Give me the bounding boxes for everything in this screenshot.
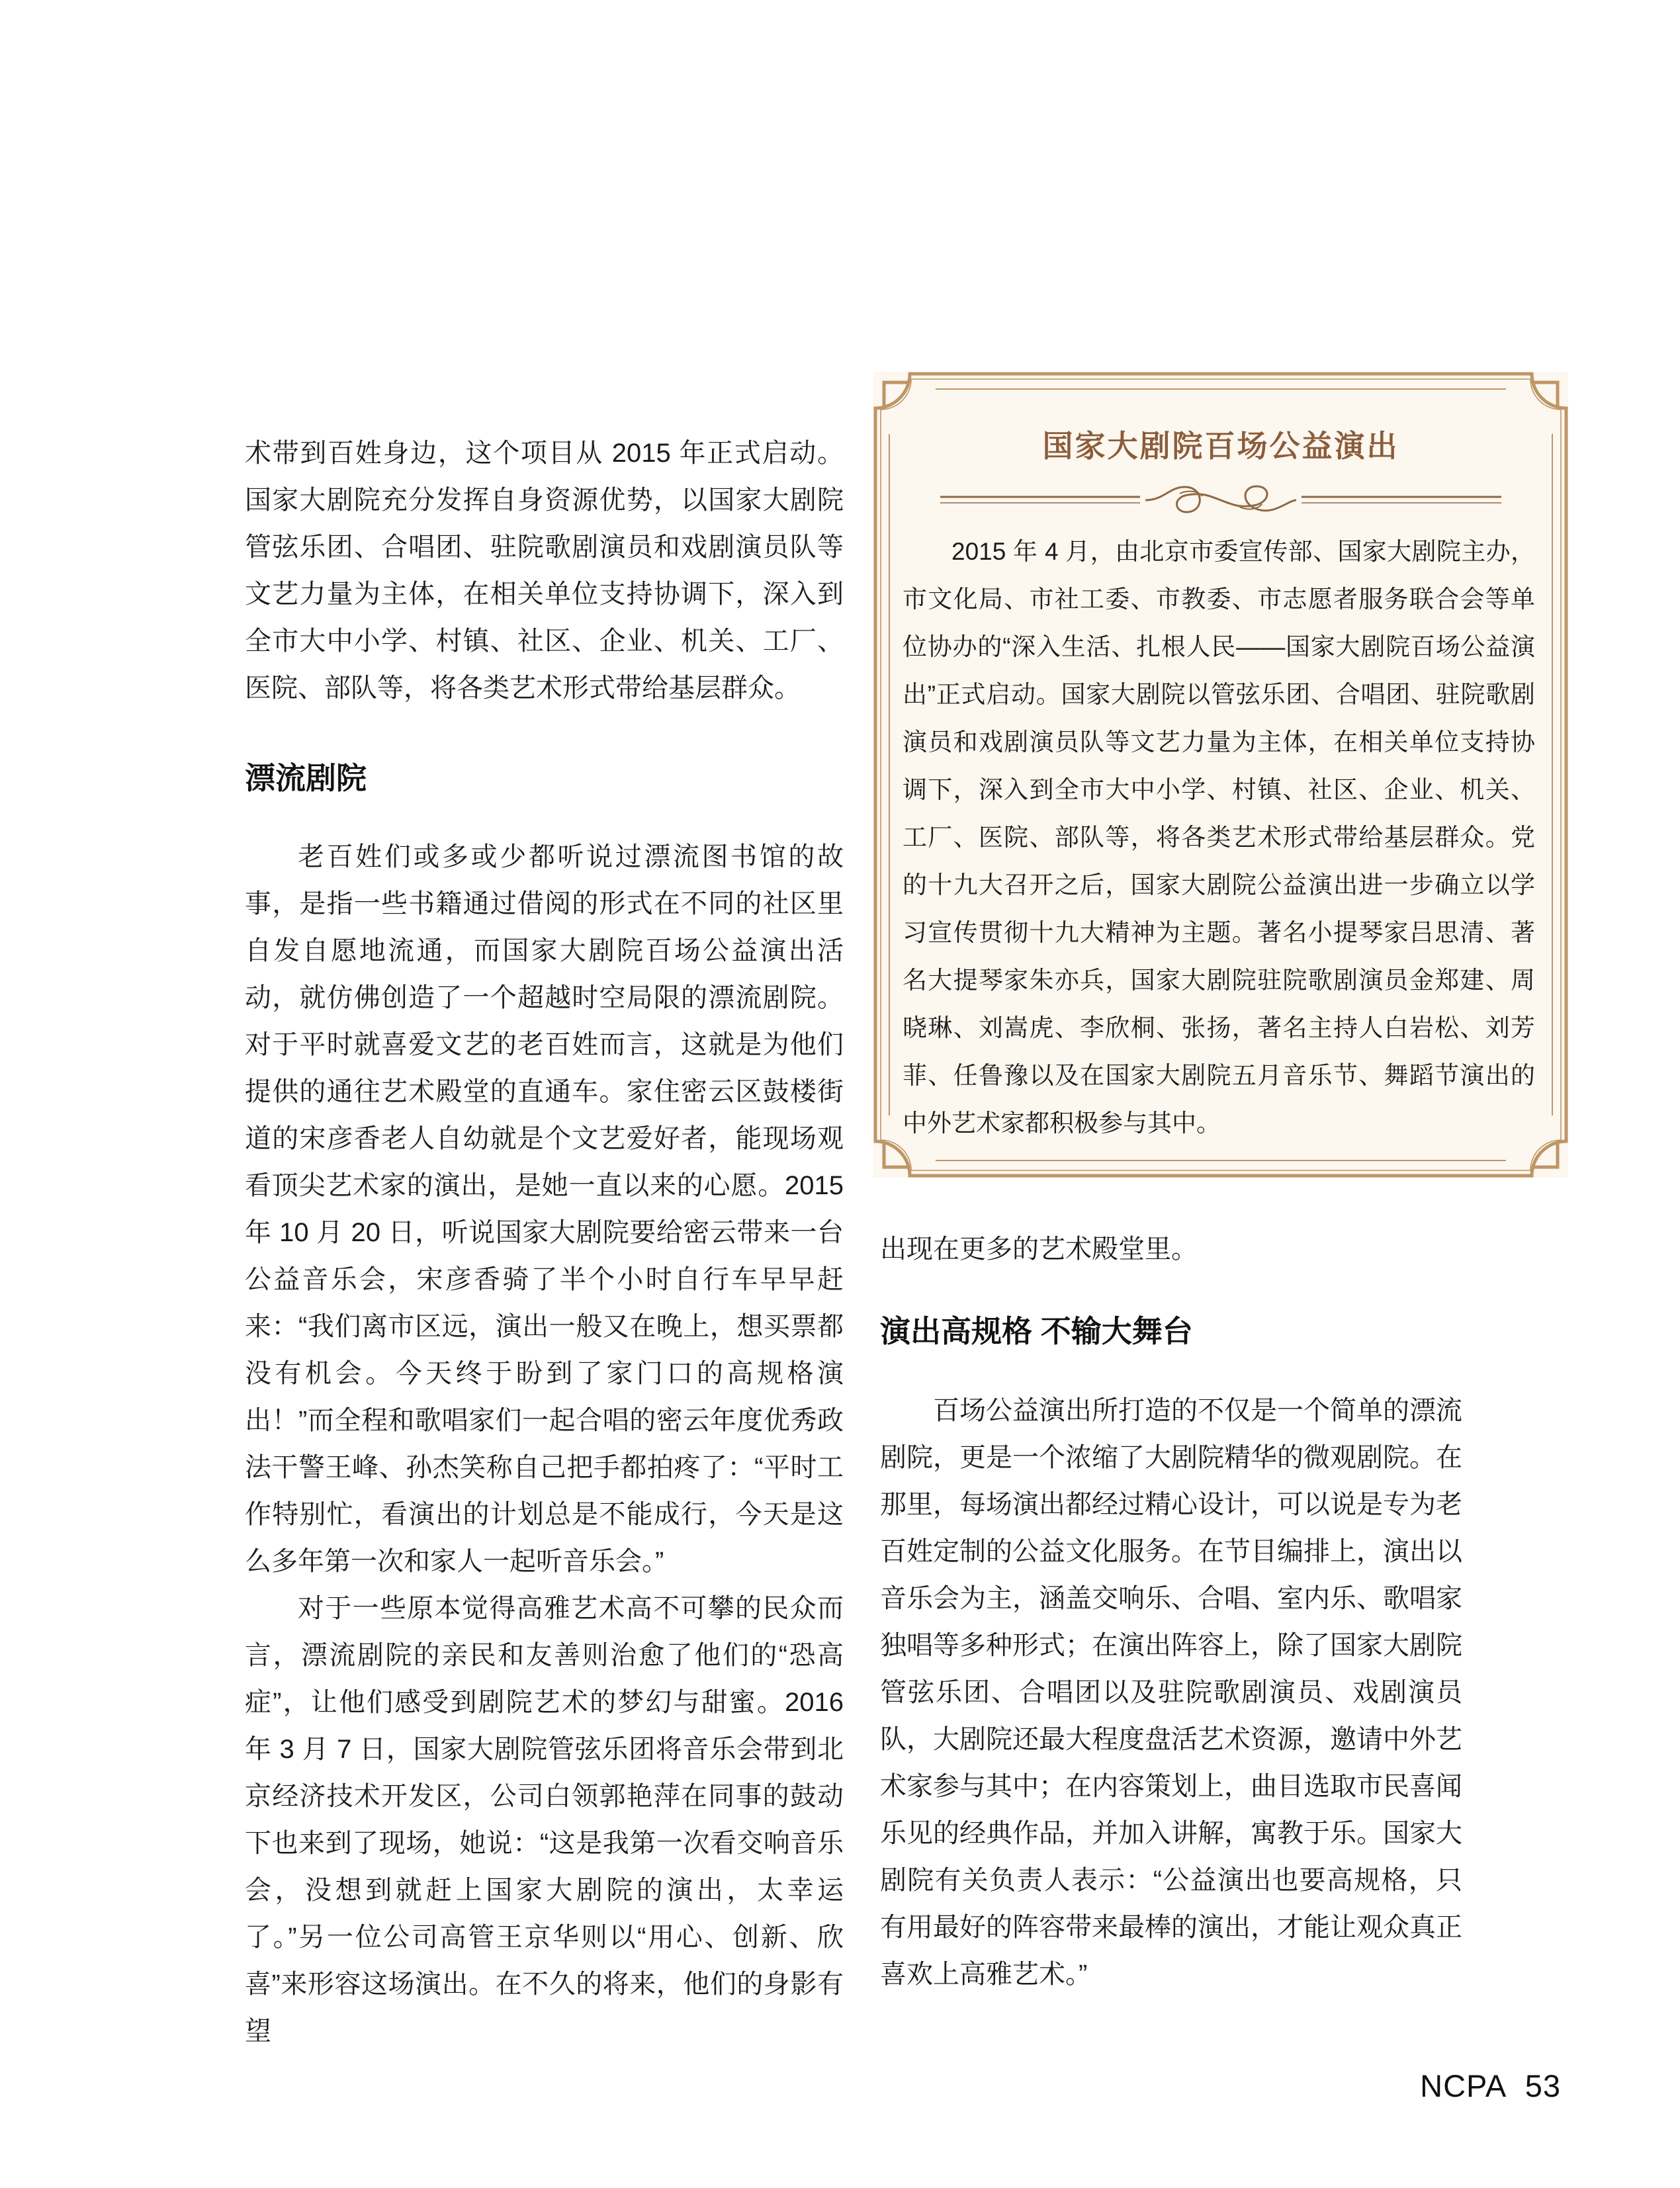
paragraph: 老百姓们或多或少都听说过漂流图书馆的故事，是指一些书籍通过借阅的形式在不同的社区里自发自愿地流通，而国家大剧院百场公益演出活动，就仿佛创造了一个超越时空局限的漂流剧院。对于平时就喜爱文艺的老百姓而言，这就是为他们提供的通往艺术殿堂的直通车。家住密云区鼓楼街道的宋彦香老人自幼就是个文艺爱好者，能现场观看顶尖艺术家的演出，是她一直以来的心愿。2015 年 10 月 20 日，听说国家大剧院要给密云带来一台公益音乐会，宋彦香骑了半个小时自行车早早赶来：“我们离市区远，演出一般又在晚上，想买票都没有机会。今天终于盼到了家门口的高规格演出！”而全程和歌唱家们一起合唱的密云年度优秀政法干警王峰、孙杰笑称自己把手都拍疼了：“平时工作特别忙，看演出的计划总是不能成行，今天是这么多年第一次和家人一起听音乐会。” bbox=[245, 842, 844, 1576]
paragraph: 百场公益演出所打造的不仅是一个简单的漂流剧院，更是一个浓缩了大剧院精华的微观剧院。在那里，每场演出都经过精心设计，可以说是专为老百姓定制的公益文化服务。在节目编排上，演出以音乐会为主，涵盖交响乐、合唱、室内乐、歌唱家独唱等多种形式；在演出阵容上，除了国家大剧院管弦乐团、合唱团以及驻院歌剧演员、戏剧演员队，大剧院还最大程度盘活艺术资源，邀请中外艺术家参与其中；在内容策划上，曲目选取市民喜闻乐见的经典作品，并加入讲解，寓教于乐。国家大剧院有关负责人表示：“公益演出也要高规格，只有用最好的阵容带来最棒的演出，才能让观众真正喜欢上高雅艺术。” bbox=[880, 1396, 1462, 1989]
section-heading-drifting-theatre: 漂流剧院 bbox=[245, 761, 367, 795]
section-heading-high-standard: 演出高规格 不输大舞台 bbox=[880, 1314, 1193, 1348]
box-title: 国家大剧院百场公益演出 bbox=[1042, 429, 1399, 463]
paragraph-continuation: 出现在更多的艺术殿堂里。 bbox=[880, 1235, 1198, 1264]
paragraph: 对于一些原本觉得高雅艺术高不可攀的民众而言，漂流剧院的亲民和友善则治愈了他们的“恐高症”，让他们感受到剧院艺术的梦幻与甜蜜。2016 年 3 月 7 日，国家大剧院管弦乐团将音乐会带到北京经济技术开发区，公司白领郭艳萍在同事的鼓动下也来到了现场，她说：“这是我第一次看交响音乐会，没想到就赶上国家大剧院的演出，太幸运了。”另一位公司高管王京华则以“用心、创新、欣喜”来形容这场演出。在不久的将来，他们的身影有望 bbox=[245, 1594, 844, 2046]
page-number: NCPA 53 bbox=[1420, 2068, 1561, 2103]
box-body-text: 2015 年 4 月，由北京市委宣传部、国家大剧院主办，市文化局、市社工委、市教委、市志愿者服务联合会等单位协办的“深入生活、扎根人民——国家大剧院百场公益演出”正式启动。国家大剧院以管弦乐团、合唱团、驻院歌剧演员和戏剧演员队等文艺力量为主体，在相关单位支持协调下，深入到全市大中小学、村镇、社区、企业、机关、工厂、医院、部队等，将各类艺术形式带给基层群众。党的十九大召开之后，国家大剧院公益演出进一步确立以学习宣传贯彻十九大精神为主题。著名小提琴家吕思清、著名大提琴家朱亦兵，国家大剧院驻院歌剧演员金郑建、周晓琳、刘嵩虎、李欣桐、张扬，著名主持人白岩松、刘芳菲、任鲁豫以及在国家大剧院五月音乐节、舞蹈节演出的中外艺术家都积极参与其中。 bbox=[903, 538, 1535, 1137]
paragraph-continuation: 术带到百姓身边，这个项目从 2015 年正式启动。国家大剧院充分发挥自身资源优势，以国家大剧院管弦乐团、合唱团、驻院歌剧演员和戏剧演员队等文艺力量为主体，在相关单位支持协调下，深入到全市大中小学、村镇、社区、企业、机关、工厂、医院、部队等，将各类艺术形式带给基层群众。 bbox=[245, 439, 844, 703]
sidebar-info-box bbox=[873, 372, 1568, 1178]
right-column bbox=[880, 1226, 1462, 1998]
left-column bbox=[245, 430, 844, 2055]
